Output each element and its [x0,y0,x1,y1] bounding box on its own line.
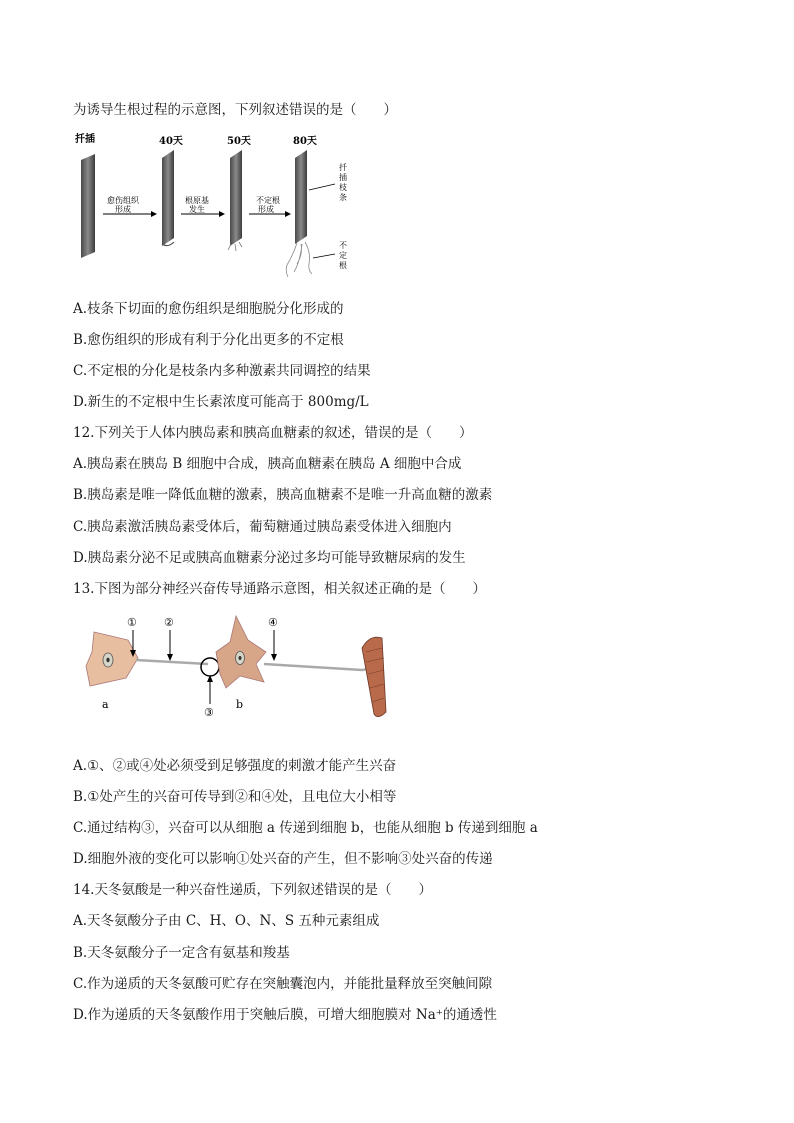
q11-option-b: B.愈伤组织的形成有利于分化出更多的不定根 [73,332,344,348]
adventitious-roots [286,242,312,277]
q11-rooting-figure [73,130,363,280]
q14-option-b: B.天冬氨酸分子一定含有氨基和羧基 [73,945,290,961]
q14-stem: 14.天冬氨酸是一种兴奋性递质，下列叙述错误的是（ ） [73,882,432,898]
q12-option-c: C.胰岛素激活胰岛素受体后，葡萄糖通过胰岛素受体进入细胞内 [73,519,452,535]
q12-stem: 12.下列关于人体内胰岛素和胰高血糖素的叙述，错误的是（ ） [73,425,473,441]
stage-label-2: 50天 [227,136,251,147]
label-root-0: 不 [339,241,347,250]
arrow-label-2a: 根原基 [185,196,209,205]
cell-b-label: b [236,698,244,711]
stage-label-3: 80天 [293,136,317,147]
label-root-1: 定 [339,251,347,260]
q14-option-d: D.作为递质的天冬氨酸作用于突触后膜，可增大细胞膜对 Na⁺的通透性 [73,1007,497,1023]
muscle-fiber [362,637,386,716]
cutting-0 [81,154,95,258]
synapse-circle [201,658,219,676]
q12-option-d: D.胰岛素分泌不足或胰高血糖素分泌过多均可能导致糖尿病的发生 [73,550,466,566]
marker-4: ④ [268,616,278,629]
q11-stem: 为诱导生根过程的示意图，下列叙述错误的是（ ） [73,102,397,118]
q13-option-a: A.①、②或④处必须受到足够强度的刺激才能产生兴奋 [73,758,397,774]
stage-label-0: 扦插 [75,134,95,145]
cutting-2 [230,150,242,246]
arrow-label-1a: 愈伤组织 [107,196,139,205]
q11-option-c: C.不定根的分化是枝条内多种激素共同调控的结果 [73,363,371,379]
marker-2: ② [164,616,174,629]
cutting-3 [295,150,307,244]
marker-1: ① [127,616,137,629]
arrow-label-3a: 不定根 [256,196,280,205]
cell-a-label: a [102,698,109,711]
label-branch-0: 扦 [339,163,347,172]
q12-option-b: B.胰岛素是唯一降低血糖的激素，胰高血糖素不是唯一升高血糖的激素 [73,487,493,503]
q13-option-d: D.细胞外液的变化可以影响①处兴奋的产生，但不影响③处兴奋的传递 [73,851,493,867]
q12-option-a: A.胰岛素在胰岛 B 细胞中合成，胰高血糖素在胰岛 A 细胞中合成 [73,456,462,472]
q13-option-c: C.通过结构③，兴奋可以从细胞 a 传递到细胞 b，也能从细胞 b 传递到细胞 a [73,820,538,836]
q11-option-d: D.新生的不定根中生长素浓度可能高于 800mg/L [73,394,369,410]
label-branch-1: 插 [339,173,347,182]
stage-label-1: 40天 [159,136,183,147]
label-branch-3: 条 [339,193,347,202]
arrow-label-2b: 发生 [189,205,205,214]
arrow-label-1b: 形成 [115,205,131,214]
arrow-label-3b: 形成 [258,205,274,214]
marker-3: ③ [204,706,214,719]
q13-stem: 13.下图为部分神经兴奋传导通路示意图，相关叙述正确的是（ ） [73,581,486,597]
cutting-1 [162,150,174,246]
label-root-2: 根 [339,261,347,270]
q14-option-c: C.作为递质的天冬氨酸可贮存在突触囊泡内，并能批量释放至突触间隙 [73,976,493,992]
q14-option-a: A.天冬氨酸分子由 C、H、O、N、S 五种元素组成 [73,913,380,929]
q11-option-a: A.枝条下切面的愈伤组织是细胞脱分化形成的 [73,301,344,317]
label-branch-2: 枝 [339,183,347,192]
q13-option-b: B.①处产生的兴奋可传导到②和④处，且电位大小相等 [73,789,397,805]
q13-neuron-figure [80,612,400,722]
